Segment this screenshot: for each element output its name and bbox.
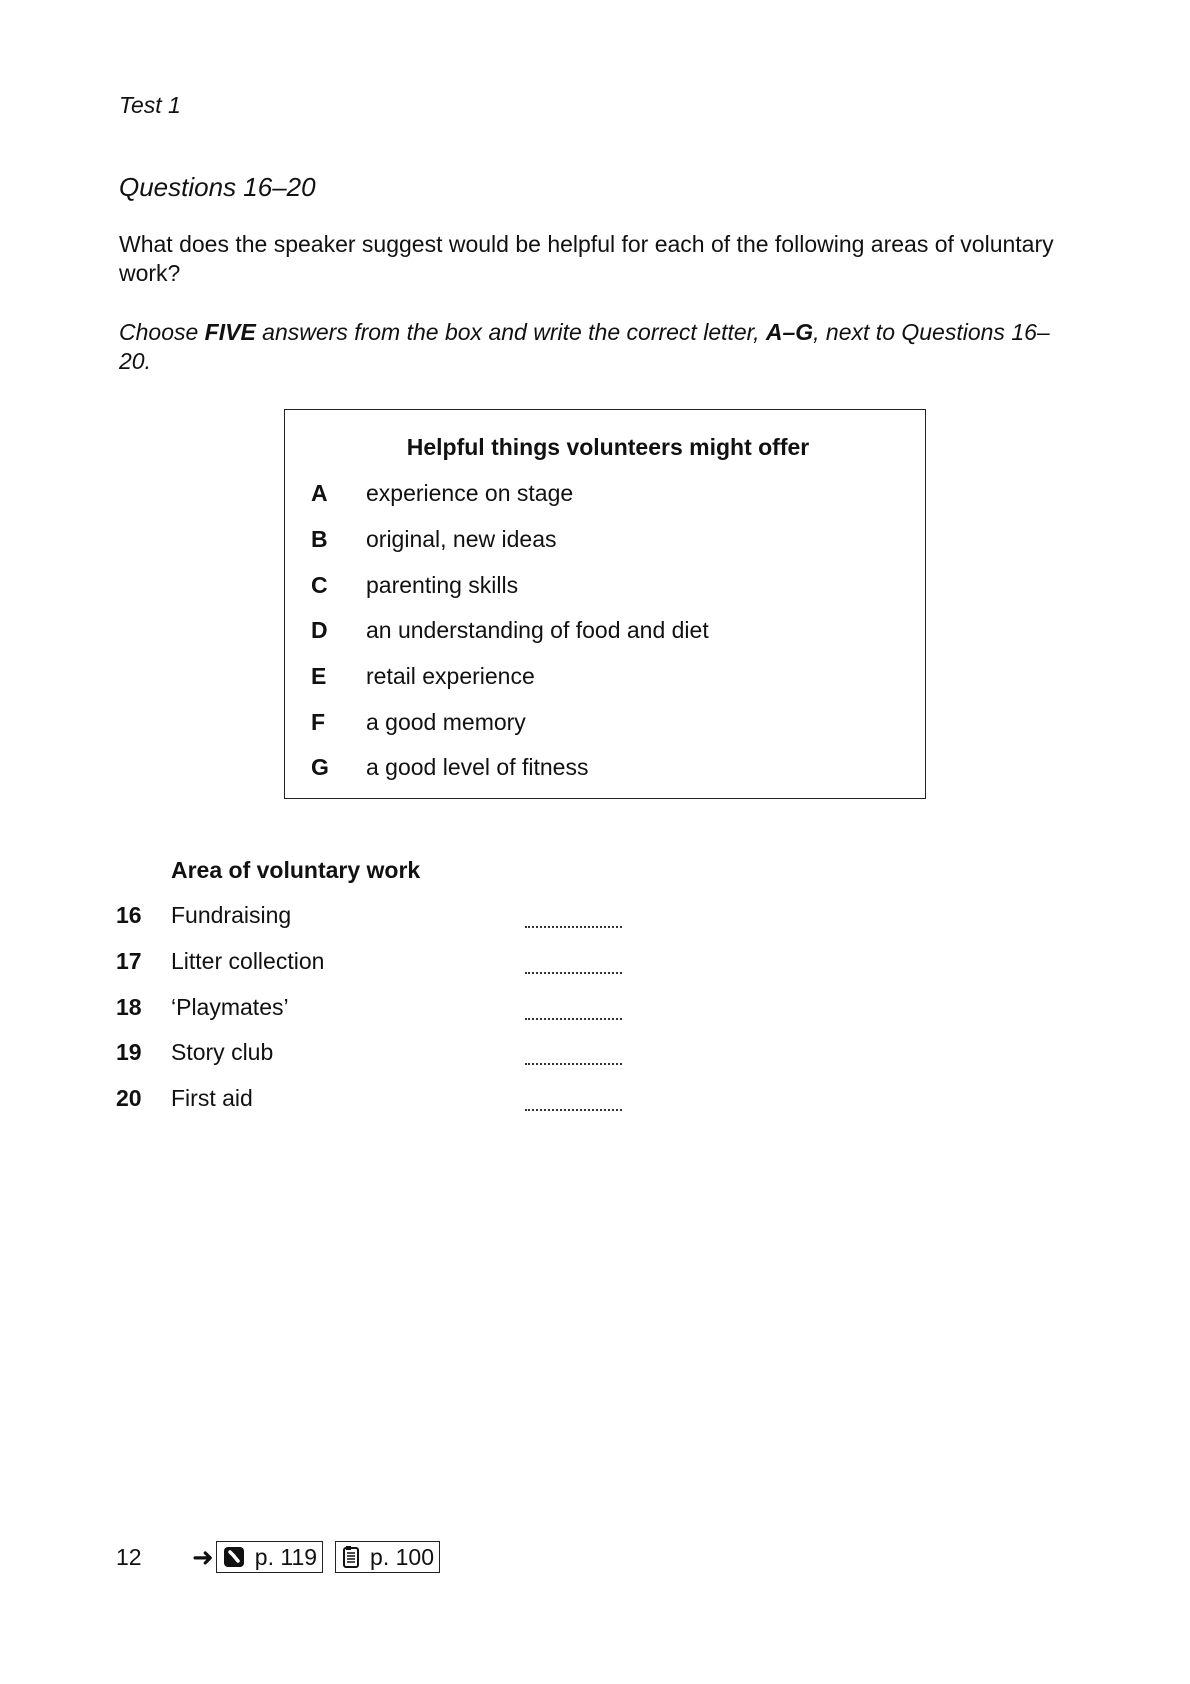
question-row (116, 946, 636, 976)
option-item (311, 707, 526, 737)
questions-heading: Questions 16–20 (119, 172, 316, 202)
question-label: Fundraising (171, 902, 292, 928)
answer-key-icon (342, 1545, 360, 1569)
question-number: 20 (116, 1085, 142, 1111)
instruction (119, 318, 1079, 376)
option-letter: F (311, 709, 326, 735)
answer-blank-20[interactable] (525, 1089, 622, 1111)
page-number: 12 (116, 1544, 142, 1570)
option-letter: D (311, 617, 328, 643)
option-letter: E (311, 663, 327, 689)
option-text: retail experience (366, 663, 535, 689)
question-label: Litter collection (171, 948, 325, 974)
option-text: a good level of fitness (366, 754, 589, 780)
option-text: an understanding of food and diet (366, 617, 709, 643)
question-number: 18 (116, 994, 142, 1020)
option-text: original, new ideas (366, 526, 557, 552)
instruction-text: answers from the box and write the correct letter, (255, 319, 766, 345)
question-row (116, 900, 636, 930)
answer-blank-16[interactable] (525, 906, 622, 928)
option-item (311, 570, 518, 600)
instruction-emphasis: A–G (765, 319, 814, 345)
question-label: Story club (171, 1039, 274, 1065)
option-letter: C (311, 572, 328, 598)
page-footer (116, 1540, 452, 1574)
audio-script-icon (223, 1546, 245, 1568)
option-item (311, 524, 557, 554)
answer-blank-17[interactable] (525, 952, 622, 974)
question-number: 16 (116, 902, 142, 928)
option-item (311, 615, 709, 645)
option-text: a good memory (366, 709, 526, 735)
answer-blank-18[interactable] (525, 998, 622, 1020)
test-label: Test 1 (119, 92, 181, 118)
option-text: experience on stage (366, 480, 574, 506)
option-item (311, 752, 588, 782)
options-box-title: Helpful things volunteers might offer (406, 434, 810, 460)
options-box (284, 409, 926, 799)
option-letter: G (311, 754, 329, 780)
question-row (116, 992, 636, 1022)
question-row (116, 1083, 636, 1113)
right-arrow-icon: ➜ (192, 1542, 214, 1572)
audio-script-reference[interactable] (216, 1541, 323, 1573)
instruction-text: , next to Questions 16–20. (119, 319, 1050, 374)
question-label: ‘Playmates’ (171, 994, 289, 1020)
question-prompt: What does the speaker suggest would be helpful for each of the following areas of voluntary work? (119, 231, 1054, 286)
answer-blank-19[interactable] (525, 1043, 622, 1065)
option-letter: B (311, 526, 328, 552)
reference-label: p. 119 (254, 1544, 318, 1570)
question-number: 17 (116, 948, 142, 974)
question-label: First aid (171, 1085, 253, 1111)
option-text: parenting skills (366, 572, 519, 598)
reference-label: p. 100 (370, 1544, 434, 1570)
answer-key-reference[interactable] (335, 1541, 440, 1573)
question-row (116, 1037, 636, 1067)
question-number: 19 (116, 1039, 142, 1065)
option-item (311, 478, 573, 508)
area-heading: Area of voluntary work (171, 857, 421, 883)
instruction-emphasis: FIVE (204, 319, 256, 345)
instruction-text: Choose (119, 319, 205, 345)
option-item (311, 661, 535, 691)
option-letter: A (311, 480, 328, 506)
